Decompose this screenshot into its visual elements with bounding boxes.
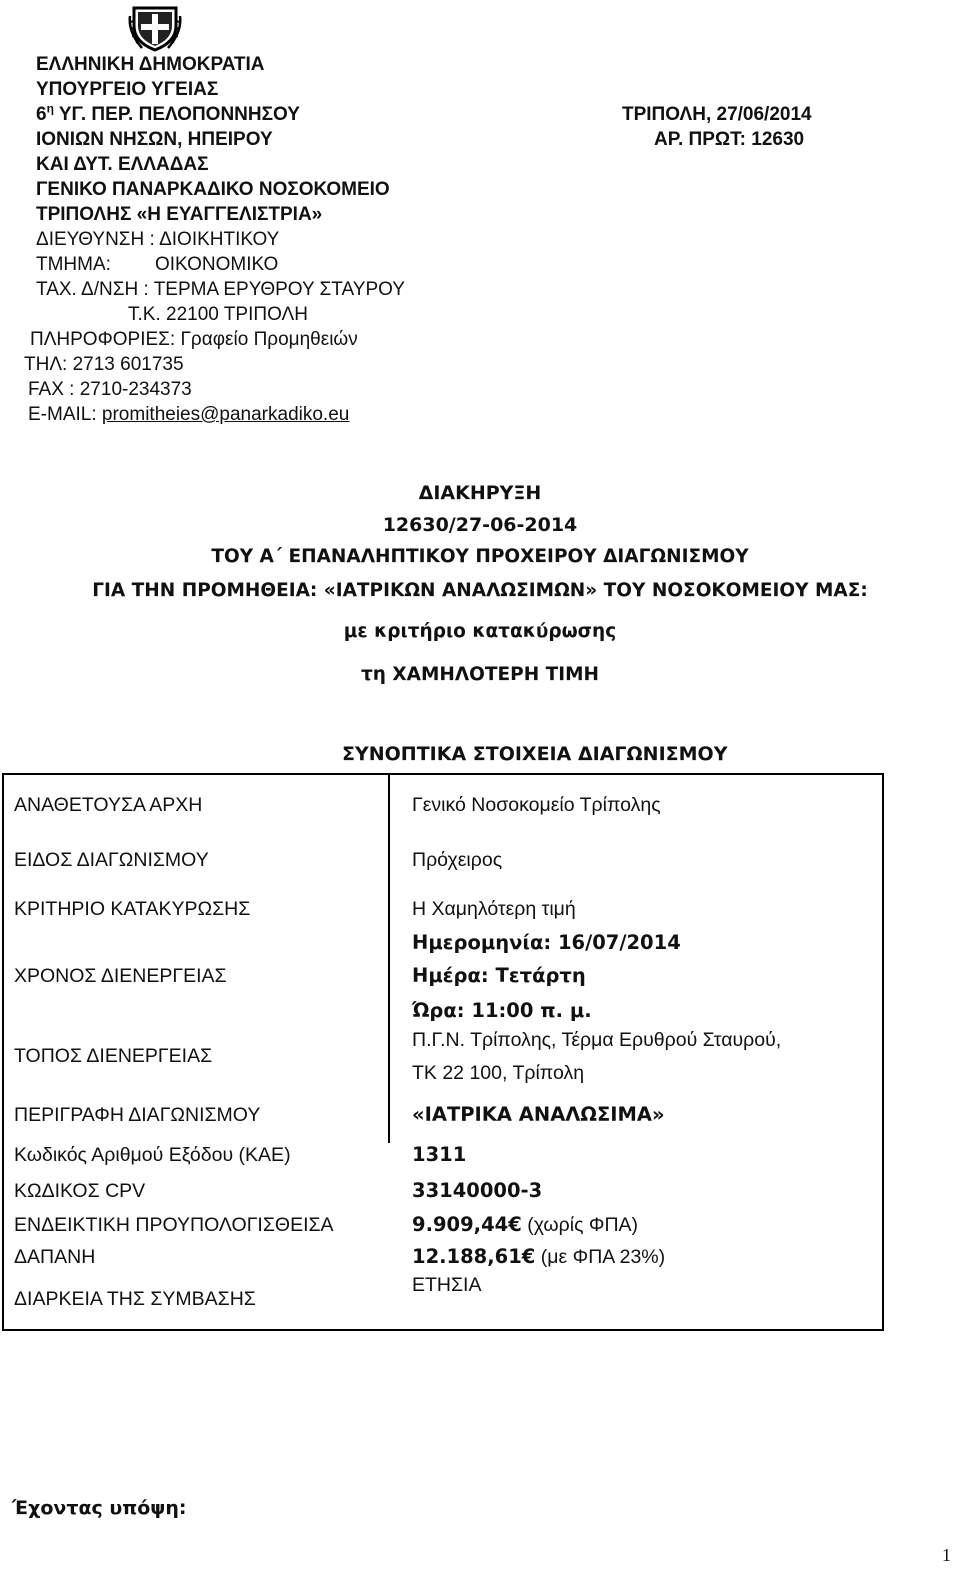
budget-no-vat-note: (χωρίς ΦΠΑ) <box>521 1214 639 1236</box>
label-cpv-code: ΚΩΔΙΚΟΣ CPV <box>14 1180 146 1202</box>
value-tender-place: Π.Γ.Ν. Τρίπολης, Τέρμα Ερυθρού Σταυρού, <box>412 1029 782 1051</box>
header-region-line2: ΙΟΝΙΩΝ ΝΗΣΩΝ, ΗΠΕΙΡΟΥ <box>36 129 273 150</box>
header-postal-address: ΤΑΧ. Δ/ΝΣΗ : ΤΕΡΜΑ ΕΡΥΘΡΟΥ ΣΤΑΥΡΟΥ <box>36 279 405 300</box>
label-kae-code: Κωδικός Αριθμού Εξόδου (ΚΑΕ) <box>14 1144 291 1166</box>
header-fax: FAX : 2710-234373 <box>28 379 192 400</box>
region-ordinal: η <box>46 101 54 116</box>
value-tender-date: Ημερομηνία: 16/07/2014 <box>412 931 681 954</box>
header-hospital-line2: ΤΡΙΠΟΛΗΣ «Η ΕΥΑΓΓΕΛΙΣΤΡΙΑ» <box>36 204 323 225</box>
value-budget-no-vat <box>412 1213 638 1237</box>
value-tender-day: Ημέρα: Τετάρτη <box>412 964 586 987</box>
summary-heading: ΣΥΝΟΠΤΙΚΑ ΣΤΟΙΧΕΙΑ ΔΙΑΓΩΝΙΣΜΟΥ <box>342 743 728 765</box>
label-tender-description: ΠΕΡΙΓΡΑΦΗ ΔΙΑΓΩΝΙΣΜΟΥ <box>14 1104 261 1126</box>
value-contract-duration: ΕΤΗΣΙΑ <box>412 1274 482 1296</box>
award-criterion: με κριτήριο κατακύρωσης <box>343 621 617 642</box>
header-region-line3: ΚΑΙ ΔΥΤ. ΕΛΛΑΔΑΣ <box>36 154 209 175</box>
summary-table-column-divider <box>388 773 390 1143</box>
region-name: ΥΓ. ΠΕΡ. ΠΕΛΟΠΟΝΝΗΣΟΥ <box>58 104 300 125</box>
value-tender-type: Πρόχειρος <box>412 849 503 871</box>
page-number: 1 <box>942 1545 951 1565</box>
email-link[interactable]: promitheies@panarkadiko.eu <box>101 404 350 425</box>
header-country: ΕΛΛΗΝΙΚΗ ΔΗΜΟΚΡΑΤΙΑ <box>36 54 265 75</box>
value-tender-hour: Ώρα: 11:00 π. μ. <box>412 999 592 1022</box>
place-date: ΤΡΙΠΟΛΗ, 27/06/2014 <box>622 104 812 125</box>
label-estimated-budget: ΕΝΔΕΙΚΤΙΚΗ ΠΡΟΥΠΟΛΟΓΙΣΘΕΙΣΑ <box>14 1214 334 1236</box>
header-phone: ΤΗΛ: 2713 601735 <box>24 354 184 375</box>
email-label: E-MAIL: <box>28 404 102 425</box>
header-postal-code: Τ.Κ. 22100 ΤΡΙΠΟΛΗ <box>128 304 308 325</box>
doc-subtitle: ΤΟΥ Α΄ ΕΠΑΝΑΛΗΠΤΙΚΟΥ ΠΡΟΧΕΙΡΟΥ ΔΙΑΓΩΝΙΣΜΟΥ <box>211 546 749 567</box>
value-contracting-authority: Γενικό Νοσοκομείο Τρίπολης <box>412 794 661 816</box>
department-name: ΟΙΚΟΝΟΜΙΚΟ <box>154 254 279 275</box>
label-estimated-budget-line2: ΔΑΠΑΝΗ <box>14 1246 96 1268</box>
label-award-criterion: ΚΡΙΤΗΡΙΟ ΚΑΤΑΚΥΡΩΣΗΣ <box>14 898 251 920</box>
header-department <box>36 252 278 277</box>
region-number: 6 <box>36 104 47 125</box>
value-tender-description: «ΙΑΤΡΙΚΑ ΑΝΑΛΩΣΙΜΑ» <box>412 1103 665 1126</box>
value-tender-place-line2: ΤΚ 22 100, Τρίπολη <box>412 1062 585 1084</box>
header-hospital: ΓΕΝΙΚΟ ΠΑΝΑΡΚΑΔΙΚΟ ΝΟΣΟΚΟΜΕΙΟ <box>36 179 390 200</box>
value-award-criterion: Η Χαμηλότερη τιμή <box>412 898 576 920</box>
doc-title: ΔΙΑΚΗΡΥΞΗ <box>418 482 542 504</box>
budget-with-vat-note: (με ΦΠΑ 23%) <box>535 1246 666 1268</box>
greek-coat-of-arms-emblem <box>128 2 182 52</box>
award-lowest-price: τη ΧΑΜΗΛΟΤΕΡΗ ΤΙΜΗ <box>360 664 600 685</box>
label-tender-type: ΕΙΔΟΣ ΔΙΑΓΩΝΙΣΜΟΥ <box>14 849 209 871</box>
value-cpv-code: 33140000-3 <box>412 1179 543 1202</box>
value-budget-with-vat <box>412 1245 665 1269</box>
considering-heading: Έχοντας υπόψη: <box>12 1497 187 1519</box>
header-email-line <box>28 402 349 427</box>
header-region <box>36 102 300 127</box>
value-kae-code: 1311 <box>412 1143 467 1166</box>
budget-with-vat-amount: 12.188,61€ <box>412 1245 536 1268</box>
protocol-number: ΑΡ. ΠΡΩΤ: 12630 <box>654 129 805 150</box>
label-tender-time: ΧΡΟΝΟΣ ΔΙΕΝΕΡΓΕΙΑΣ <box>14 965 227 987</box>
header-info: ΠΛΗΡΟΦΟΡΙΕΣ: Γραφείο Προμηθειών <box>30 329 358 350</box>
department-label: ΤΜΗΜΑ: <box>36 254 111 275</box>
label-contract-duration: ΔΙΑΡΚΕΙΑ ΤΗΣ ΣΥΜΒΑΣΗΣ <box>14 1288 256 1310</box>
label-contracting-authority: ΑΝΑΘΕΤΟΥΣΑ ΑΡΧΗ <box>14 794 203 816</box>
budget-no-vat-amount: 9.909,44€ <box>412 1213 522 1236</box>
doc-procurement: ΓΙΑ ΤΗΝ ΠΡΟΜΗΘΕΙΑ: «ΙΑΤΡΙΚΩΝ ΑΝΑΛΩΣΙΜΩΝ» ΤΟΥ ΝΟΣΟΚΟΜΕΙΟΥ ΜΑΣ: <box>92 580 868 601</box>
label-tender-place: ΤΟΠΟΣ ΔΙΕΝΕΡΓΕΙΑΣ <box>14 1045 213 1067</box>
header-ministry: ΥΠΟΥΡΓΕΙΟ ΥΓΕΙΑΣ <box>36 79 219 100</box>
header-directorate: ΔΙΕΥΘΥΝΣΗ : ΔΙΟΙΚΗΤΙΚΟΥ <box>36 229 280 250</box>
doc-number: 12630/27-06-2014 <box>382 514 578 536</box>
